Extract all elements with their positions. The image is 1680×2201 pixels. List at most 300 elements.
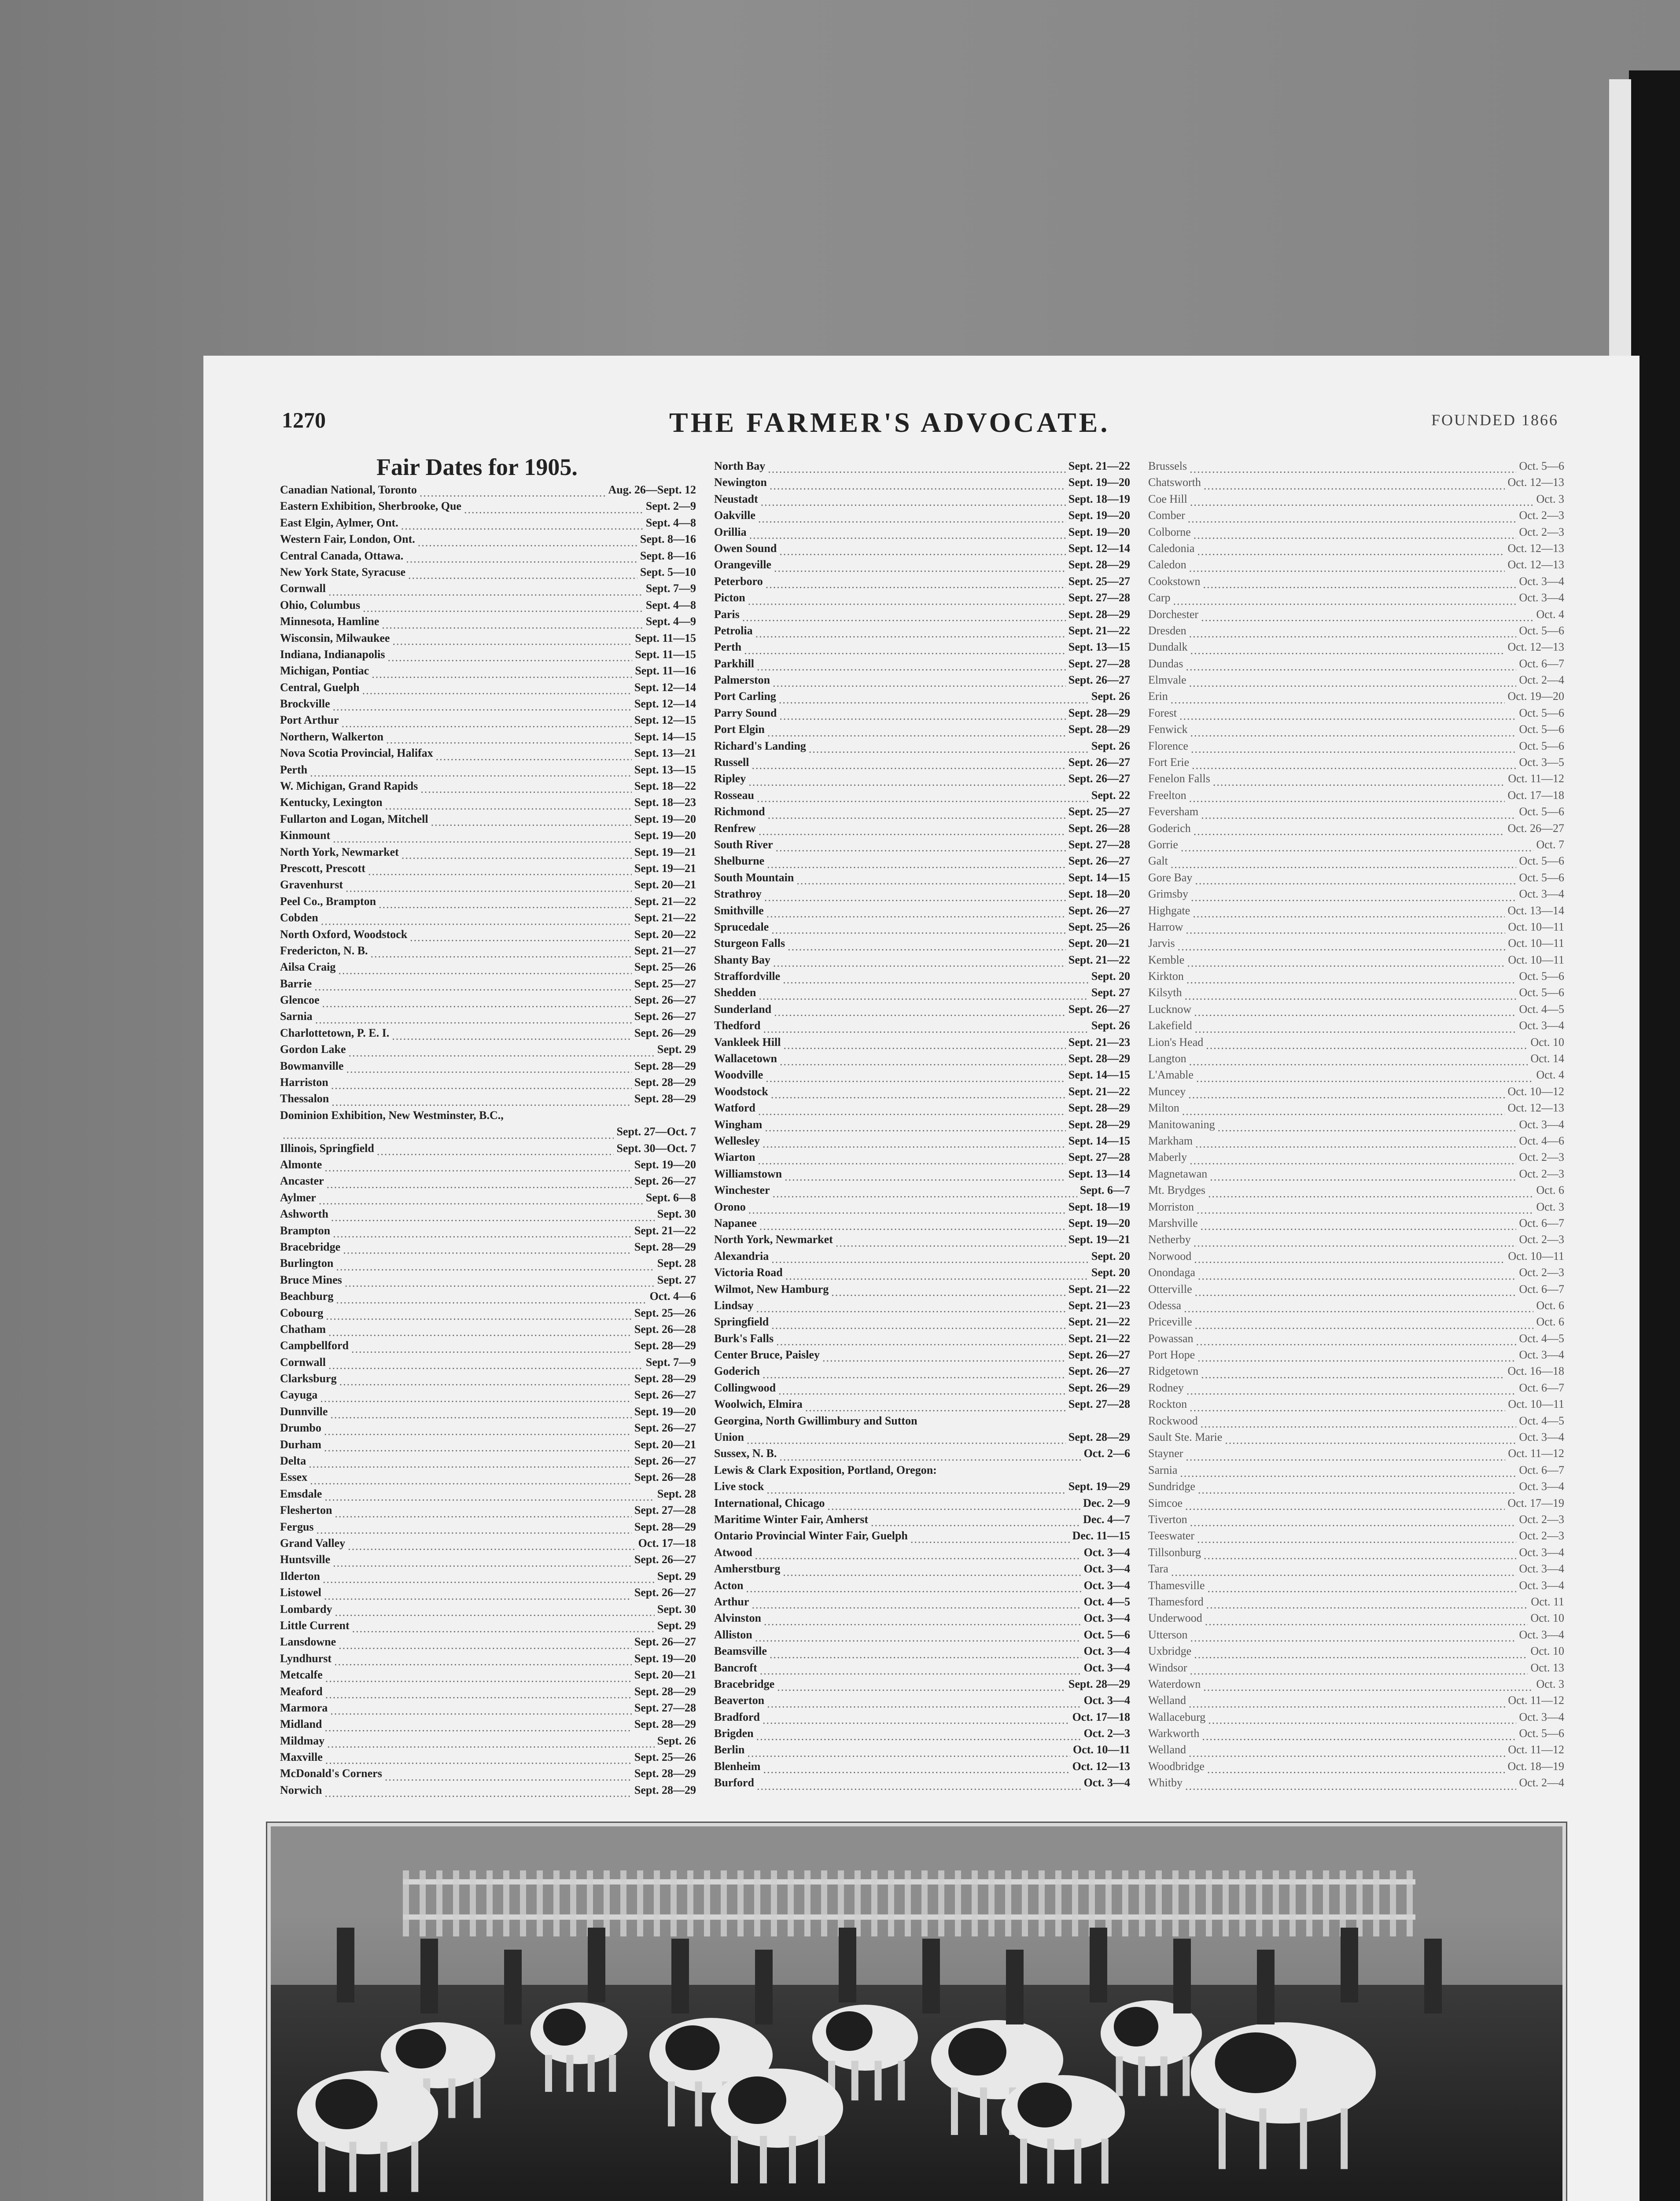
fair-name: Victoria Road bbox=[714, 1266, 783, 1279]
fair-entry bbox=[714, 1133, 1130, 1149]
fair-date: Sept. 26—29 bbox=[1068, 1381, 1130, 1394]
leader-dots bbox=[749, 527, 1066, 540]
leader-dots bbox=[321, 913, 632, 926]
fair-entry bbox=[714, 1741, 1130, 1758]
fair-date: Sept. 26 bbox=[1091, 739, 1130, 752]
leader-dots bbox=[385, 798, 632, 811]
leader-dots bbox=[385, 1769, 632, 1782]
fair-date: Sept. 26—28 bbox=[1068, 821, 1130, 835]
fair-name: Harriston bbox=[280, 1076, 328, 1089]
fair-entry bbox=[1148, 1166, 1564, 1182]
fair-date: Oct. 3 bbox=[1536, 492, 1564, 505]
leader-dots bbox=[363, 600, 643, 613]
fair-name: Oakville bbox=[714, 509, 755, 522]
fair-date: Sept. 29 bbox=[657, 1043, 696, 1056]
fair-name: Sarnia bbox=[1148, 1463, 1178, 1476]
fair-date: Oct. 4—5 bbox=[1519, 1002, 1564, 1016]
leader-dots bbox=[1191, 741, 1516, 754]
fair-entry bbox=[1148, 721, 1564, 737]
fair-entry bbox=[714, 1627, 1130, 1643]
fair-name: Florence bbox=[1148, 739, 1188, 752]
fair-date: Oct. 7 bbox=[1536, 838, 1564, 851]
leader-dots bbox=[324, 1785, 632, 1798]
fair-date: Sept. 19—20 bbox=[1068, 525, 1130, 538]
fair-date: Oct. 3—4 bbox=[1519, 1546, 1564, 1559]
leader-dots bbox=[309, 1456, 632, 1469]
fair-entry bbox=[714, 556, 1130, 573]
fair-list-column-1 bbox=[280, 482, 696, 1798]
fair-date: Oct. 3—4 bbox=[1519, 591, 1564, 604]
fair-name: Cornwall bbox=[280, 1355, 326, 1369]
fair-name: Mildmay bbox=[280, 1734, 325, 1747]
leader-dots bbox=[779, 1449, 1081, 1462]
fair-date: Oct. 10—11 bbox=[1508, 1249, 1564, 1262]
leader-dots bbox=[767, 1696, 1081, 1709]
fair-entry bbox=[714, 1264, 1130, 1281]
fair-name: Sault Ste. Marie bbox=[1148, 1431, 1223, 1444]
masthead-title: THE FARMER'S ADVOCATE. bbox=[669, 407, 1110, 438]
fair-entry bbox=[1148, 1281, 1564, 1297]
fair-entry bbox=[714, 639, 1130, 655]
fair-date: Sept. 20—21 bbox=[634, 1668, 696, 1682]
fair-name: New York State, Syracuse bbox=[280, 565, 405, 578]
fair-name: Mt. Brydges bbox=[1148, 1184, 1205, 1197]
fair-entry bbox=[280, 1551, 696, 1568]
fair-date: Oct. 2—3 bbox=[1519, 509, 1564, 522]
fair-entry bbox=[280, 1123, 696, 1140]
fair-date: Sept. 27 bbox=[1091, 986, 1130, 999]
fair-name: Emsdale bbox=[280, 1487, 322, 1500]
fair-date: Sept. 27—28 bbox=[1068, 838, 1130, 851]
fair-name: Elmvale bbox=[1148, 674, 1186, 687]
fair-name: Wellesley bbox=[714, 1134, 760, 1147]
fair-date: Oct. 2—3 bbox=[1519, 1513, 1564, 1526]
fair-name: Little Current bbox=[280, 1619, 350, 1632]
leader-dots bbox=[401, 518, 643, 531]
leader-dots bbox=[345, 1275, 655, 1288]
leader-dots bbox=[1188, 1086, 1505, 1100]
leader-dots bbox=[1196, 1333, 1517, 1347]
fair-date: Sept. 19—20 bbox=[634, 1158, 696, 1171]
fair-name: Muncey bbox=[1148, 1085, 1186, 1098]
fair-entry bbox=[1148, 1527, 1564, 1544]
fair-date: Sept. 27—28 bbox=[634, 1701, 696, 1714]
fair-entry bbox=[1148, 803, 1564, 820]
fair-entry bbox=[1148, 1544, 1564, 1561]
page-header bbox=[282, 407, 1558, 438]
leader-dots bbox=[805, 1399, 1066, 1413]
fair-entry bbox=[714, 1527, 1130, 1544]
fair-entry bbox=[714, 968, 1130, 984]
fair-entry bbox=[714, 540, 1130, 556]
fair-name: Orillia bbox=[714, 525, 747, 538]
fair-date: Oct. 12—13 bbox=[1507, 1101, 1564, 1115]
fair-date: Oct. 10—11 bbox=[1508, 953, 1564, 966]
fair-entry bbox=[1148, 1741, 1564, 1758]
fair-name: Perth bbox=[714, 640, 742, 654]
fair-entry bbox=[714, 1725, 1130, 1741]
fair-entry bbox=[714, 1248, 1130, 1264]
leader-dots bbox=[747, 1432, 1066, 1445]
leader-dots bbox=[774, 1004, 1066, 1017]
leader-dots bbox=[314, 979, 632, 992]
fair-entry bbox=[1148, 622, 1564, 639]
leader-dots bbox=[776, 839, 1066, 853]
fair-entry bbox=[1148, 836, 1564, 853]
leader-dots bbox=[431, 814, 632, 827]
fair-entry bbox=[280, 1617, 696, 1634]
leader-dots bbox=[742, 609, 1066, 622]
fair-date: Sept. 26—27 bbox=[634, 1586, 696, 1599]
fair-entry bbox=[1148, 655, 1564, 672]
fair-name: Renfrew bbox=[714, 821, 756, 835]
fair-entry bbox=[1148, 507, 1564, 523]
fair-entry bbox=[714, 738, 1130, 754]
fair-date: Sept. 6—8 bbox=[645, 1191, 696, 1204]
fair-entry bbox=[1148, 869, 1564, 886]
fair-entry bbox=[714, 1643, 1130, 1659]
fair-name: Nova Scotia Provincial, Halifax bbox=[280, 747, 433, 760]
fair-date: Sept. 14—15 bbox=[1068, 1134, 1130, 1147]
leader-dots bbox=[327, 1736, 655, 1749]
fair-date: Sept. 25—26 bbox=[634, 1306, 696, 1319]
fair-date: Sept. 28—29 bbox=[1068, 1431, 1130, 1444]
fair-name: Illinois, Springfield bbox=[280, 1141, 374, 1155]
leader-dots bbox=[322, 995, 632, 1008]
leader-dots bbox=[766, 1482, 1065, 1495]
leader-dots bbox=[809, 741, 1089, 754]
fair-entry bbox=[714, 1561, 1130, 1577]
fair-name: Sarnia bbox=[280, 1010, 313, 1023]
leader-dots bbox=[420, 485, 606, 498]
leader-dots bbox=[1195, 1284, 1517, 1297]
fair-name: Fort Erie bbox=[1148, 756, 1190, 769]
leader-dots bbox=[1213, 774, 1506, 787]
leader-dots bbox=[317, 1522, 632, 1535]
fair-name: Lyndhurst bbox=[280, 1652, 332, 1665]
fair-date: Sept. 4—8 bbox=[645, 598, 696, 611]
fair-date: Oct. 10—12 bbox=[1507, 1085, 1564, 1098]
leader-dots bbox=[761, 494, 1066, 507]
fair-entry bbox=[714, 705, 1130, 721]
fair-name: Richmond bbox=[714, 805, 765, 818]
fair-name: Netherby bbox=[1148, 1233, 1191, 1246]
fair-date: Sept. 26 bbox=[1091, 690, 1130, 703]
fair-date: Oct. 5—6 bbox=[1519, 805, 1564, 818]
fair-name: Warkworth bbox=[1148, 1727, 1200, 1740]
leader-dots bbox=[325, 1670, 632, 1683]
fair-date: Oct. 16—18 bbox=[1507, 1365, 1564, 1378]
fair-entry bbox=[714, 1297, 1130, 1314]
leader-dots bbox=[1190, 1663, 1528, 1676]
leader-dots bbox=[346, 880, 632, 893]
leader-dots bbox=[748, 593, 1066, 606]
fair-date: Sept. 4—8 bbox=[645, 516, 696, 529]
fair-date: Sept. 20—21 bbox=[634, 1438, 696, 1451]
fair-entry bbox=[1148, 1182, 1564, 1198]
fair-date: Oct. 6—7 bbox=[1519, 1216, 1564, 1229]
fair-name: South River bbox=[714, 838, 773, 851]
fair-entry bbox=[280, 1173, 696, 1189]
fair-date: Sept. 25—26 bbox=[1068, 920, 1130, 933]
fair-entry bbox=[1148, 1149, 1564, 1165]
leader-dots bbox=[335, 1604, 654, 1617]
fair-entry bbox=[280, 1519, 696, 1535]
leader-dots bbox=[324, 1489, 655, 1502]
fair-date: Sept. 26—27 bbox=[1068, 1348, 1130, 1362]
leader-dots bbox=[756, 1728, 1081, 1741]
fair-entry bbox=[280, 597, 696, 613]
fair-date: Sept. 14—15 bbox=[1068, 1068, 1130, 1082]
leader-dots bbox=[315, 1012, 632, 1025]
fair-name: North Bay bbox=[714, 459, 766, 472]
fair-name: Bancroft bbox=[714, 1661, 757, 1674]
leader-dots bbox=[336, 1259, 655, 1272]
fair-name: Charlottetown, P. E. I. bbox=[280, 1026, 390, 1039]
fair-entry bbox=[714, 1017, 1130, 1034]
fair-name: Beamsville bbox=[714, 1645, 767, 1658]
fair-entry bbox=[1148, 1495, 1564, 1511]
fair-name: Otterville bbox=[1148, 1282, 1192, 1296]
fair-date: Sept. 26—27 bbox=[1068, 1002, 1130, 1016]
fair-date: Sept. 19—21 bbox=[1068, 1233, 1130, 1246]
fair-name: Ashworth bbox=[280, 1207, 328, 1221]
leader-dots bbox=[1189, 626, 1517, 639]
fair-name: Fredericton, N. B. bbox=[280, 944, 368, 957]
fair-date: Oct. 2—3 bbox=[1519, 1529, 1564, 1542]
leader-dots bbox=[1201, 1218, 1517, 1231]
fair-name: Huntsville bbox=[280, 1553, 331, 1566]
fair-entry bbox=[280, 860, 696, 876]
fair-name: Atwood bbox=[714, 1546, 752, 1559]
fair-entry bbox=[280, 1650, 696, 1667]
fair-entry bbox=[280, 1222, 696, 1239]
fair-date: Sept. 19—20 bbox=[634, 1652, 696, 1665]
leader-dots bbox=[827, 1498, 1080, 1511]
fair-entry bbox=[280, 1058, 696, 1074]
fair-entry bbox=[1148, 1577, 1564, 1594]
fair-date: Sept. 28—29 bbox=[1068, 723, 1130, 736]
fair-name: Durham bbox=[280, 1438, 321, 1451]
fair-entry bbox=[280, 498, 696, 514]
leader-dots bbox=[752, 757, 1065, 770]
fair-date: Sept. 2—9 bbox=[645, 500, 696, 513]
fair-entry bbox=[714, 820, 1130, 836]
fair-date: Sept. 18—20 bbox=[1068, 887, 1130, 901]
fair-entry bbox=[280, 580, 696, 596]
leader-dots bbox=[351, 1341, 632, 1354]
fair-entry bbox=[280, 827, 696, 843]
leader-dots bbox=[1205, 1613, 1528, 1627]
fair-entry bbox=[714, 1413, 1130, 1429]
fair-date: Sept. 27—28 bbox=[634, 1504, 696, 1517]
fair-name: Collingwood bbox=[714, 1381, 776, 1394]
fair-name: Port Arthur bbox=[280, 714, 339, 727]
fair-entry bbox=[1148, 639, 1564, 655]
fair-entry bbox=[1148, 1083, 1564, 1100]
fair-name: Northern, Walkerton bbox=[280, 730, 383, 743]
fair-name: Lion's Head bbox=[1148, 1035, 1204, 1049]
fair-name: Russell bbox=[714, 756, 749, 769]
fair-date: Sept. 26 bbox=[1091, 1019, 1130, 1032]
fair-date: Oct. 2—3 bbox=[1519, 525, 1564, 538]
fair-entry bbox=[1148, 1413, 1564, 1429]
fair-name: Markham bbox=[1148, 1134, 1193, 1147]
fair-date: Oct. 10 bbox=[1530, 1612, 1564, 1625]
leader-dots bbox=[349, 1045, 655, 1058]
fair-name: Clarksburg bbox=[280, 1372, 337, 1385]
fair-name: Cookstown bbox=[1148, 574, 1201, 588]
fair-name: Woodbridge bbox=[1148, 1759, 1205, 1773]
fair-entry bbox=[714, 1478, 1130, 1494]
fair-entry bbox=[280, 811, 696, 827]
fair-date: Oct. 2—3 bbox=[1519, 1167, 1564, 1180]
leader-dots bbox=[1186, 972, 1517, 985]
leader-dots bbox=[783, 1564, 1081, 1577]
fair-date: Oct. 6—7 bbox=[1519, 1381, 1564, 1394]
leader-dots bbox=[1198, 1268, 1517, 1281]
fair-date: Sept. 25—26 bbox=[634, 961, 696, 974]
fair-entry bbox=[280, 1074, 696, 1090]
fair-entry bbox=[280, 712, 696, 728]
leader-dots bbox=[774, 560, 1066, 573]
fair-entry bbox=[1148, 474, 1564, 490]
fair-entry bbox=[1148, 1429, 1564, 1445]
fair-name: Lindsay bbox=[714, 1299, 754, 1312]
leader-dots bbox=[464, 501, 643, 515]
fair-date: Oct. 19—20 bbox=[1507, 690, 1564, 703]
leader-dots bbox=[1210, 1169, 1516, 1182]
fair-date: Sept. 25—27 bbox=[634, 977, 696, 990]
leader-dots bbox=[764, 1613, 1081, 1627]
fair-name: Kentucky, Lexington bbox=[280, 796, 383, 809]
fair-entry bbox=[280, 909, 696, 926]
leader-dots bbox=[780, 1053, 1066, 1067]
fair-name: Arthur bbox=[714, 1595, 749, 1608]
fair-name: Canadian National, Toronto bbox=[280, 483, 417, 496]
fair-name: Dresden bbox=[1148, 624, 1186, 637]
fair-entry bbox=[280, 1601, 696, 1617]
fair-name: Bradford bbox=[714, 1710, 760, 1723]
leader-dots bbox=[392, 633, 632, 646]
fair-name: Gravenhurst bbox=[280, 878, 343, 891]
fair-name: Blenheim bbox=[714, 1759, 761, 1773]
fair-date: Oct. 6 bbox=[1536, 1299, 1564, 1312]
fair-entry bbox=[1148, 1363, 1564, 1379]
fair-entry bbox=[714, 1067, 1130, 1083]
fair-entry bbox=[714, 1347, 1130, 1363]
leader-dots bbox=[1188, 511, 1517, 524]
fair-entry bbox=[280, 564, 696, 580]
fair-entry bbox=[280, 613, 696, 629]
fair-name: Port Carling bbox=[714, 690, 776, 703]
fair-name: Freelton bbox=[1148, 788, 1186, 802]
fair-entry bbox=[1148, 589, 1564, 606]
leader-dots bbox=[783, 972, 1089, 985]
fair-date: Sept. 19—20 bbox=[634, 1405, 696, 1418]
fair-name: Peel Co., Brampton bbox=[280, 894, 376, 908]
fair-entry bbox=[714, 1544, 1130, 1561]
fair-name: Welland bbox=[1148, 1694, 1186, 1707]
leader-dots bbox=[1190, 1630, 1517, 1643]
leader-dots bbox=[822, 1350, 1066, 1363]
leader-dots bbox=[1201, 609, 1533, 622]
fair-date: Sept. 25—27 bbox=[1068, 574, 1130, 588]
fair-entry bbox=[280, 1403, 696, 1420]
leader-dots bbox=[1192, 757, 1516, 770]
fair-date: Sept. 21—23 bbox=[1068, 1299, 1130, 1312]
leader-dots bbox=[871, 1514, 1080, 1527]
fair-name: Welland bbox=[1148, 1743, 1186, 1756]
fair-date: Sept. 30 bbox=[657, 1602, 696, 1616]
fair-name: L'Amable bbox=[1148, 1068, 1194, 1082]
fair-name: Burlington bbox=[280, 1257, 334, 1270]
leader-dots bbox=[386, 732, 632, 745]
fair-date: Sept. 5—10 bbox=[640, 565, 696, 578]
fair-entry bbox=[714, 919, 1130, 935]
fair-date: Sept. 26—27 bbox=[634, 1454, 696, 1468]
leader-dots bbox=[771, 1251, 1089, 1264]
leader-dots bbox=[420, 781, 632, 794]
fair-entry bbox=[280, 1436, 696, 1453]
fair-entry bbox=[714, 1610, 1130, 1626]
fair-name: Listowel bbox=[280, 1586, 321, 1599]
fair-name: North Oxford, Woodstock bbox=[280, 928, 408, 941]
leader-dots bbox=[1190, 461, 1516, 474]
leader-dots bbox=[377, 1143, 614, 1156]
leader-dots bbox=[759, 823, 1066, 836]
fair-entry bbox=[1148, 1676, 1564, 1692]
fair-entry bbox=[280, 646, 696, 663]
fair-date: Sept. 28—29 bbox=[634, 1059, 696, 1072]
fair-entry bbox=[714, 507, 1130, 523]
fair-date: Oct. 11—12 bbox=[1508, 772, 1564, 785]
fair-entry bbox=[280, 729, 696, 745]
leader-dots bbox=[1208, 1712, 1516, 1725]
fair-name: Sunderland bbox=[714, 1002, 772, 1016]
fair-name: Strathroy bbox=[714, 887, 762, 901]
fair-name: Shelburne bbox=[714, 854, 765, 868]
fair-name: Maberly bbox=[1148, 1151, 1187, 1164]
fair-entry bbox=[1148, 919, 1564, 935]
fair-date: Sept. 18—19 bbox=[1068, 492, 1130, 505]
fair-date: Oct. 6—7 bbox=[1519, 1282, 1564, 1296]
fair-date: Oct. 4—5 bbox=[1083, 1595, 1130, 1608]
fair-entry bbox=[714, 1676, 1130, 1692]
leader-dots bbox=[758, 511, 1066, 524]
leader-dots bbox=[1186, 1383, 1517, 1396]
fair-entry bbox=[280, 1272, 696, 1288]
fair-date: Oct. 6—7 bbox=[1519, 657, 1564, 670]
fair-name: Fergus bbox=[280, 1520, 314, 1533]
fair-date: Oct. 3—4 bbox=[1519, 1579, 1564, 1592]
fair-date: Sept. 21—22 bbox=[1068, 1282, 1130, 1296]
leader-dots bbox=[1197, 1202, 1533, 1215]
fair-name: Eastern Exhibition, Sherbrooke, Que bbox=[280, 500, 461, 513]
fair-name: W. Michigan, Grand Rapids bbox=[280, 780, 418, 793]
leader-dots bbox=[1195, 1021, 1517, 1034]
fair-date: Sept. 18—22 bbox=[634, 780, 696, 793]
fair-entry bbox=[1148, 1314, 1564, 1330]
fair-entry bbox=[1148, 458, 1564, 474]
leader-dots bbox=[1190, 725, 1517, 738]
fair-name: Alvinston bbox=[714, 1612, 761, 1625]
fair-name: Almonte bbox=[280, 1158, 322, 1171]
fair-date: Oct. 5—6 bbox=[1519, 871, 1564, 884]
fair-date: Oct. 5—6 bbox=[1519, 970, 1564, 983]
fair-name: Dorchester bbox=[1148, 607, 1199, 621]
fair-name: Gore Bay bbox=[1148, 871, 1193, 884]
